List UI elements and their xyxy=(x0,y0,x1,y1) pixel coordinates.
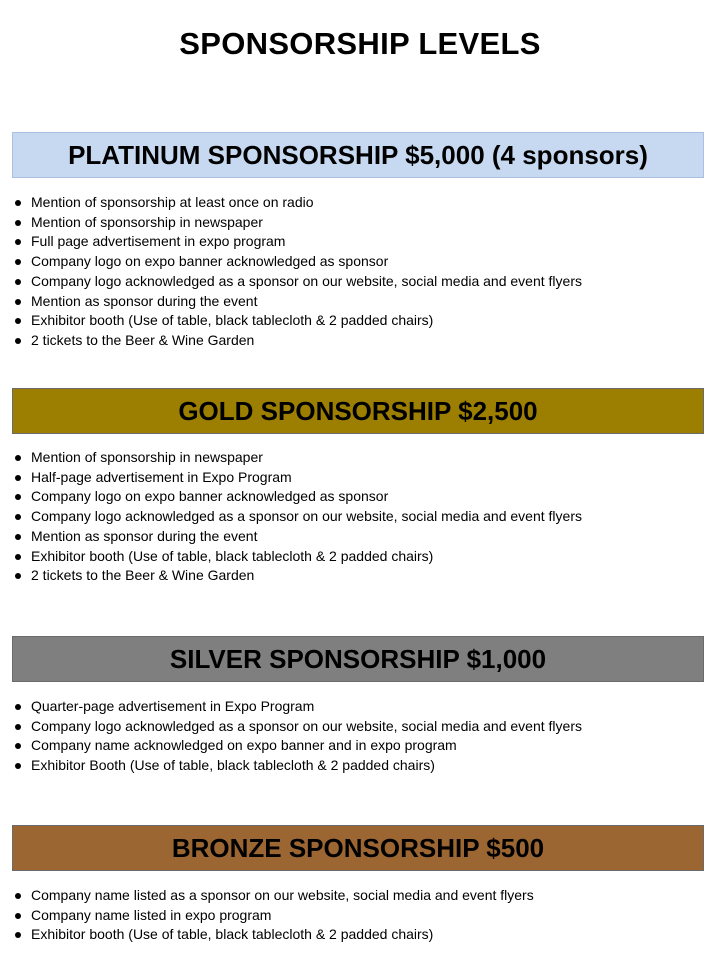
list-item: Company name listed in expo program xyxy=(12,906,534,926)
list-item: Exhibitor booth (Use of table, black tablecloth & 2 padded chairs) xyxy=(12,311,582,331)
list-item: 2 tickets to the Beer & Wine Garden xyxy=(12,331,582,351)
list-item: 2 tickets to the Beer & Wine Garden xyxy=(12,566,582,586)
list-item: Exhibitor booth (Use of table, black tablecloth & 2 padded chairs) xyxy=(12,547,582,567)
list-item: Exhibitor Booth (Use of table, black tablecloth & 2 padded chairs) xyxy=(12,756,582,776)
list-item: Mention of sponsorship in newspaper xyxy=(12,213,582,233)
list-item: Company name acknowledged on expo banner and in expo program xyxy=(12,736,582,756)
bronze-tier-header: BRONZE SPONSORSHIP $500 xyxy=(12,825,704,871)
list-item: Half-page advertisement in Expo Program xyxy=(12,468,582,488)
gold-benefits-list xyxy=(12,448,582,586)
list-item: Quarter-page advertisement in Expo Program xyxy=(12,697,582,717)
bronze-benefits-list xyxy=(12,886,534,945)
list-item: Company logo on expo banner acknowledged as sponsor xyxy=(12,252,582,272)
gold-tier-header: GOLD SPONSORSHIP $2,500 xyxy=(12,388,704,434)
list-item: Company logo acknowledged as a sponsor on our website, social media and event flyers xyxy=(12,272,582,292)
list-item: Exhibitor booth (Use of table, black tablecloth & 2 padded chairs) xyxy=(12,925,534,945)
list-item: Company name listed as a sponsor on our website, social media and event flyers xyxy=(12,886,534,906)
platinum-benefits-list xyxy=(12,193,582,351)
list-item: Mention of sponsorship at least once on radio xyxy=(12,193,582,213)
silver-benefits-list xyxy=(12,697,582,776)
list-item: Company logo acknowledged as a sponsor on our website, social media and event flyers xyxy=(12,717,582,737)
list-item: Full page advertisement in expo program xyxy=(12,232,582,252)
list-item: Company logo acknowledged as a sponsor on our website, social media and event flyers xyxy=(12,507,582,527)
list-item: Mention of sponsorship in newspaper xyxy=(12,448,582,468)
list-item: Company logo on expo banner acknowledged as sponsor xyxy=(12,487,582,507)
list-item: Mention as sponsor during the event xyxy=(12,292,582,312)
platinum-tier-header: PLATINUM SPONSORSHIP $5,000 (4 sponsors) xyxy=(12,132,704,178)
page-title: SPONSORSHIP LEVELS xyxy=(179,26,541,61)
list-item: Mention as sponsor during the event xyxy=(12,527,582,547)
silver-tier-header: SILVER SPONSORSHIP $1,000 xyxy=(12,636,704,682)
